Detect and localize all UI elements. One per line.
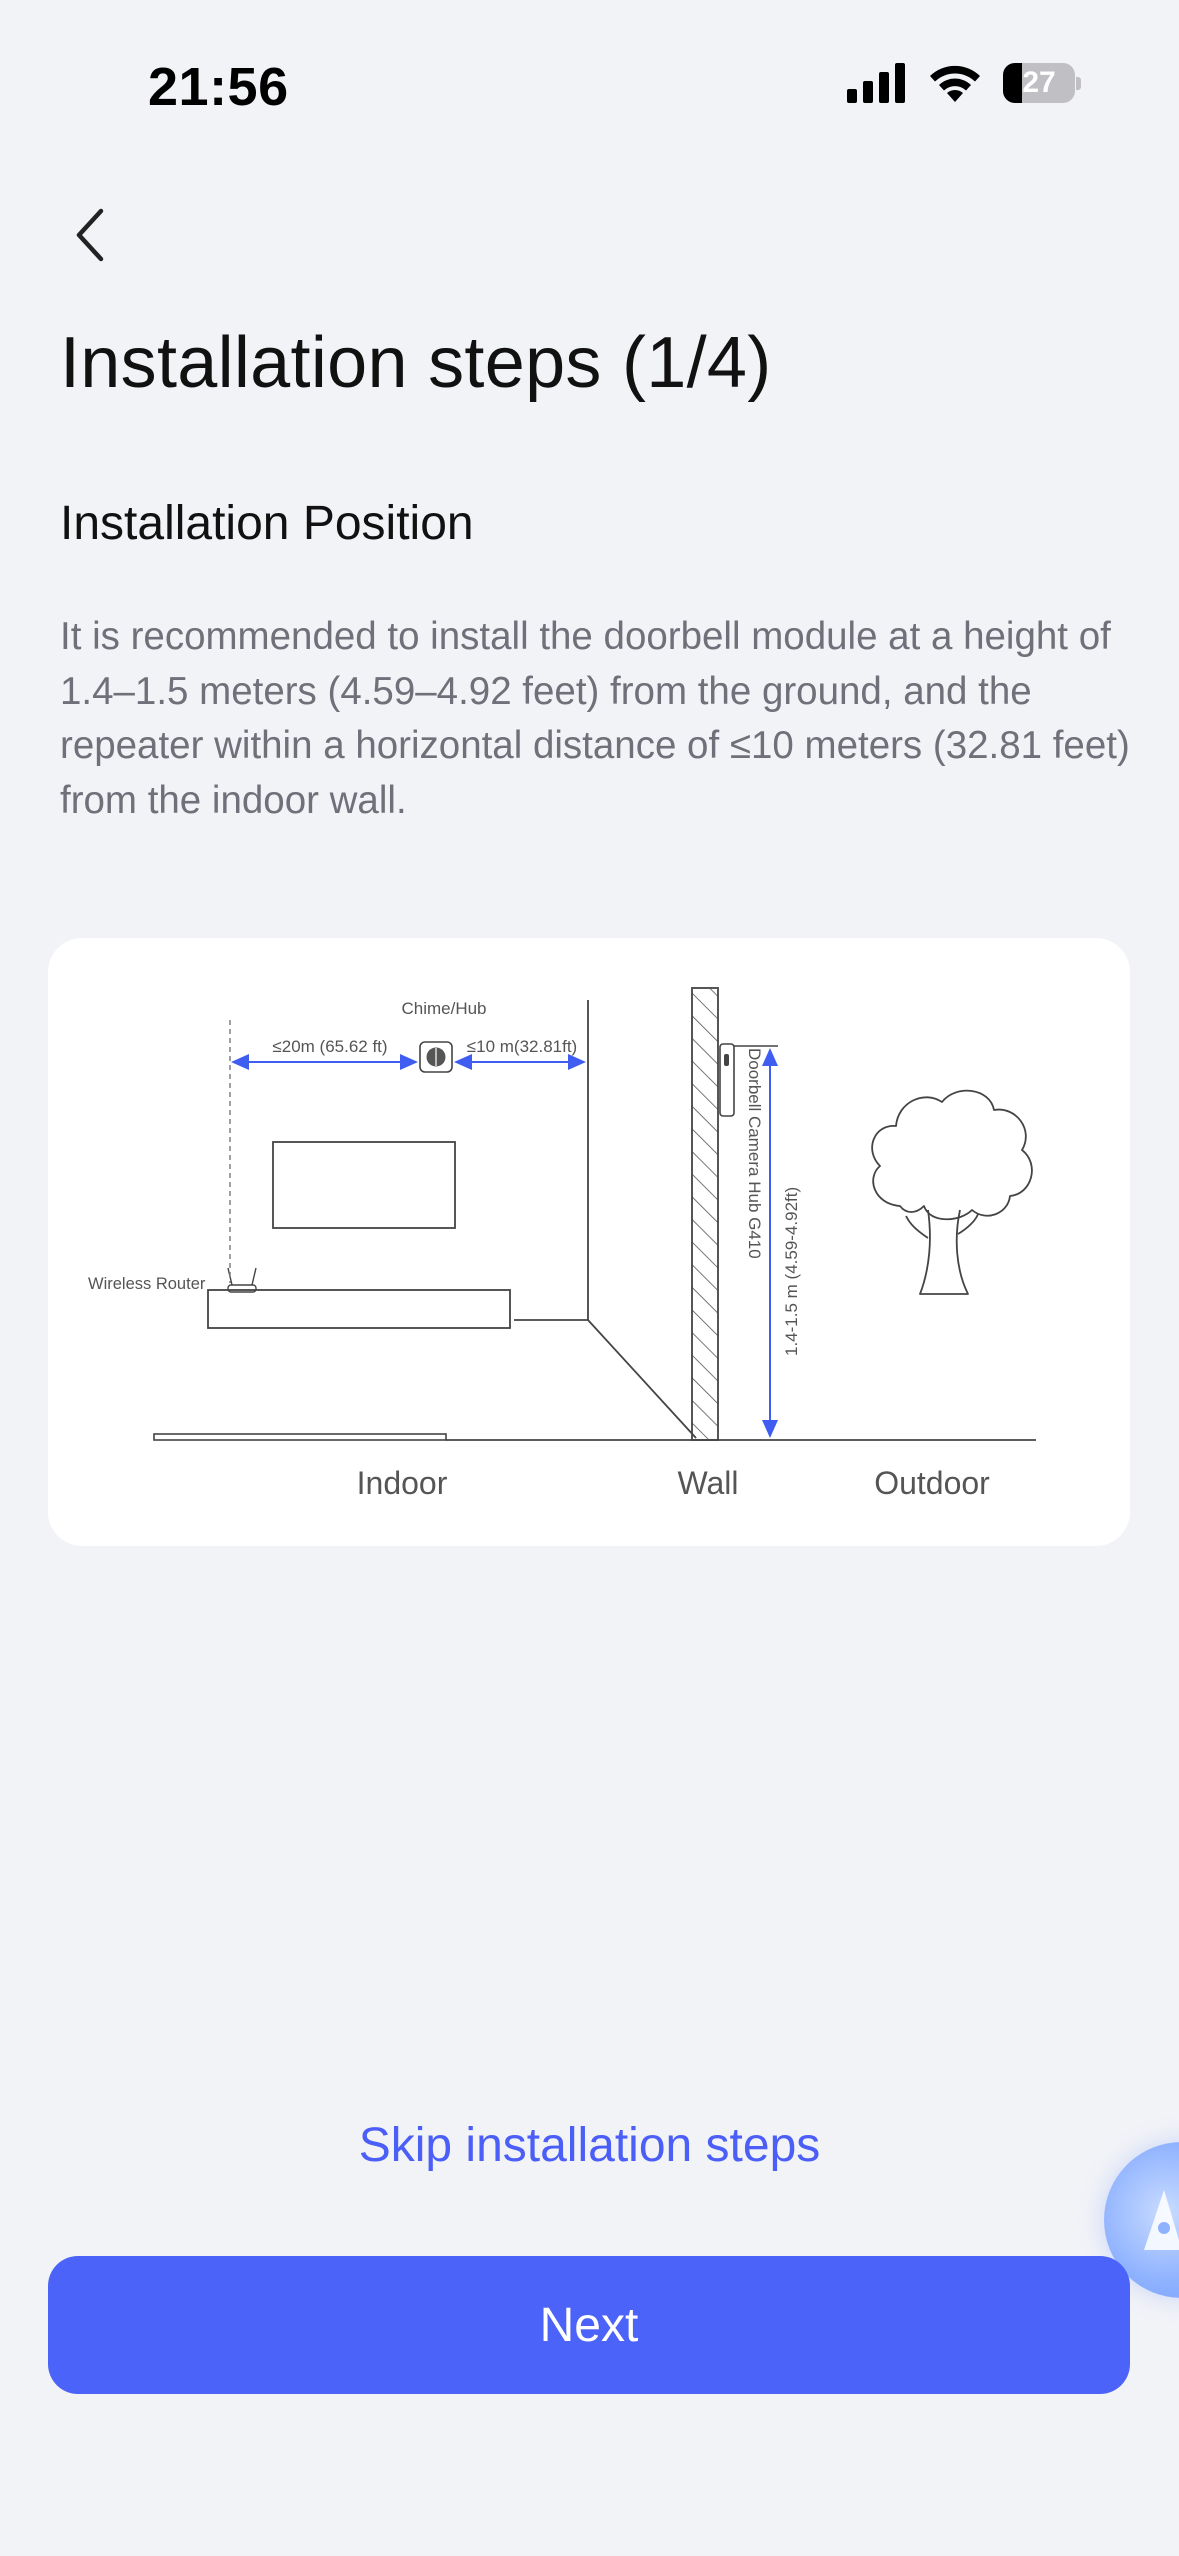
chime-label: Chime/Hub [401,999,487,1018]
next-button[interactable]: Next [48,2256,1130,2394]
cabinet [208,1290,510,1328]
battery-percent: 27 [1022,66,1056,99]
chevron-left-icon [71,207,111,263]
ground-line [154,1434,1036,1440]
height-label: 1.4-1.5 m (4.59-4.92ft) [782,1186,801,1356]
doorbell-label: Doorbell Camera Hub G410 [745,1048,764,1259]
router-icon [228,1268,256,1292]
installation-diagram [48,938,1130,1546]
diagram-illustration [48,938,1130,1546]
router-distance-label: ≤20m (65.62 ft) [272,1037,388,1056]
wall-distance-label: ≤10 m(32.81ft) [466,1037,578,1056]
status-time: 21:56 [148,57,289,117]
battery-icon [1003,63,1081,103]
tree-icon [872,1091,1032,1294]
page-title: Installation steps (1/4) [60,323,772,403]
tv-screen [273,1142,455,1228]
doorbell-device-icon [720,1044,734,1116]
zone-indoor-label: Indoor [356,1465,448,1501]
wifi-icon [927,62,983,104]
skip-installation-link[interactable]: Skip installation steps [358,2119,821,2172]
cellular-signal-icon [847,63,907,103]
back-button[interactable] [46,190,136,280]
section-title: Installation Position [60,497,474,550]
installation-description: It is recommended to install the doorbell module at a height of 1.4–1.5 meters (4.59–4.92 feet) from the ground, and the repeater within a horizontal distance of ≤10 meters (32.81 feet) from the indoor wall. [60,615,1130,822]
wall-section [692,988,718,1440]
zone-wall-label: Wall [677,1465,739,1501]
router-label: Wireless Router [88,1275,206,1293]
room-walls [514,1000,696,1438]
status-bar [0,0,1179,170]
zone-outdoor-label: Outdoor [874,1465,990,1501]
chime-hub-icon [420,1042,452,1072]
status-icons [847,62,1081,104]
